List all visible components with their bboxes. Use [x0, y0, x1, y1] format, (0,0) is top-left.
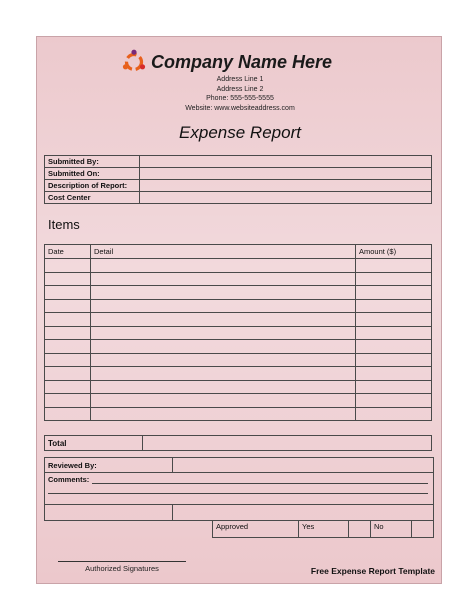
- website-address: Website: www.websiteaddress.com: [185, 104, 295, 112]
- table-row: [45, 353, 432, 367]
- detail-column-header: Detail: [91, 245, 356, 259]
- company-logo-icon: [121, 49, 147, 75]
- table-row: [45, 326, 432, 340]
- table-row: [45, 286, 432, 300]
- date-cell[interactable]: [45, 286, 91, 300]
- cost-center-label: Cost Center: [45, 192, 140, 204]
- date-cell[interactable]: [45, 407, 91, 421]
- no-label: No: [371, 521, 412, 538]
- date-cell[interactable]: [45, 326, 91, 340]
- detail-cell[interactable]: [91, 407, 356, 421]
- reviewed-by-row: [45, 458, 434, 473]
- address-line-2: Address Line 2: [216, 85, 264, 93]
- review-table: [44, 457, 434, 521]
- expense-report-sheet: [36, 36, 442, 584]
- table-row: [45, 259, 432, 273]
- amount-cell[interactable]: [356, 353, 432, 367]
- phone-number: Phone: 555-555-5555: [206, 95, 274, 102]
- cost-center-row: [45, 192, 432, 204]
- signature-field-right[interactable]: [173, 505, 434, 521]
- amount-cell[interactable]: [356, 313, 432, 327]
- table-row: [45, 407, 432, 421]
- detail-cell[interactable]: [91, 394, 356, 408]
- detail-cell[interactable]: [91, 313, 356, 327]
- table-row: [45, 340, 432, 354]
- submitted-on-field[interactable]: [140, 168, 432, 180]
- approval-table: [212, 520, 434, 538]
- company-header: [121, 49, 332, 75]
- description-label: Description of Report:: [45, 180, 140, 192]
- date-cell[interactable]: [45, 353, 91, 367]
- address-line-1: Address Line 1: [216, 76, 264, 83]
- approval-row: [213, 521, 434, 538]
- comments-field[interactable]: [45, 473, 434, 505]
- signature-field-left[interactable]: [45, 505, 173, 521]
- authorized-signature-line[interactable]: [58, 561, 186, 562]
- detail-cell[interactable]: [91, 286, 356, 300]
- table-row: [45, 313, 432, 327]
- table-row: [45, 272, 432, 286]
- detail-cell[interactable]: [91, 272, 356, 286]
- description-field[interactable]: [140, 180, 432, 192]
- detail-cell[interactable]: [91, 326, 356, 340]
- company-address-block: [37, 75, 443, 113]
- submitted-by-row: [45, 156, 432, 168]
- document-title: Expense Report: [179, 123, 301, 142]
- approved-label: Approved: [213, 521, 299, 538]
- authorized-signatures-label: Authorized Signatures: [85, 564, 159, 573]
- date-cell[interactable]: [45, 394, 91, 408]
- comments-line-2: [48, 493, 428, 494]
- total-table: [44, 435, 432, 451]
- report-info-table: [44, 155, 432, 204]
- amount-cell[interactable]: [356, 326, 432, 340]
- date-cell[interactable]: [45, 272, 91, 286]
- submitted-by-field[interactable]: [140, 156, 432, 168]
- amount-cell[interactable]: [356, 367, 432, 381]
- signature-row: [45, 505, 434, 521]
- yes-label: Yes: [299, 521, 349, 538]
- date-cell[interactable]: [45, 367, 91, 381]
- amount-cell[interactable]: [356, 259, 432, 273]
- description-row: [45, 180, 432, 192]
- detail-cell[interactable]: [91, 259, 356, 273]
- submitted-by-label: Submitted By:: [45, 156, 140, 168]
- amount-cell[interactable]: [356, 394, 432, 408]
- amount-cell[interactable]: [356, 286, 432, 300]
- detail-cell[interactable]: [91, 340, 356, 354]
- items-header-row: [45, 245, 432, 259]
- amount-column-header: Amount ($): [356, 245, 432, 259]
- date-cell[interactable]: [45, 259, 91, 273]
- total-amount-field[interactable]: [143, 436, 432, 451]
- total-row: [45, 436, 432, 451]
- date-cell[interactable]: [45, 340, 91, 354]
- comments-line-1: [92, 483, 428, 484]
- amount-cell[interactable]: [356, 299, 432, 313]
- items-section-title: Items: [48, 217, 80, 232]
- amount-cell[interactable]: [356, 272, 432, 286]
- template-name: Free Expense Report Template: [310, 566, 435, 576]
- company-name: Company Name Here: [151, 51, 333, 72]
- table-row: [45, 394, 432, 408]
- reviewed-by-field[interactable]: [173, 458, 434, 473]
- table-row: [45, 367, 432, 381]
- date-cell[interactable]: [45, 380, 91, 394]
- amount-cell[interactable]: [356, 340, 432, 354]
- submitted-on-row: [45, 168, 432, 180]
- items-table: [44, 244, 432, 421]
- total-label: Total: [45, 436, 143, 451]
- detail-cell[interactable]: [91, 299, 356, 313]
- detail-cell[interactable]: [91, 353, 356, 367]
- yes-checkbox[interactable]: [349, 521, 371, 538]
- date-cell[interactable]: [45, 299, 91, 313]
- cost-center-field[interactable]: [140, 192, 432, 204]
- table-row: [45, 299, 432, 313]
- date-cell[interactable]: [45, 313, 91, 327]
- comments-label: Comments:: [48, 475, 90, 484]
- reviewed-by-label: Reviewed By:: [45, 458, 173, 473]
- comments-row: [45, 473, 434, 505]
- detail-cell[interactable]: [91, 367, 356, 381]
- table-row: [45, 380, 432, 394]
- detail-cell[interactable]: [91, 380, 356, 394]
- date-column-header: Date: [45, 245, 91, 259]
- no-checkbox[interactable]: [412, 521, 434, 538]
- amount-cell[interactable]: [356, 407, 432, 421]
- submitted-on-label: Submitted On:: [45, 168, 140, 180]
- amount-cell[interactable]: [356, 380, 432, 394]
